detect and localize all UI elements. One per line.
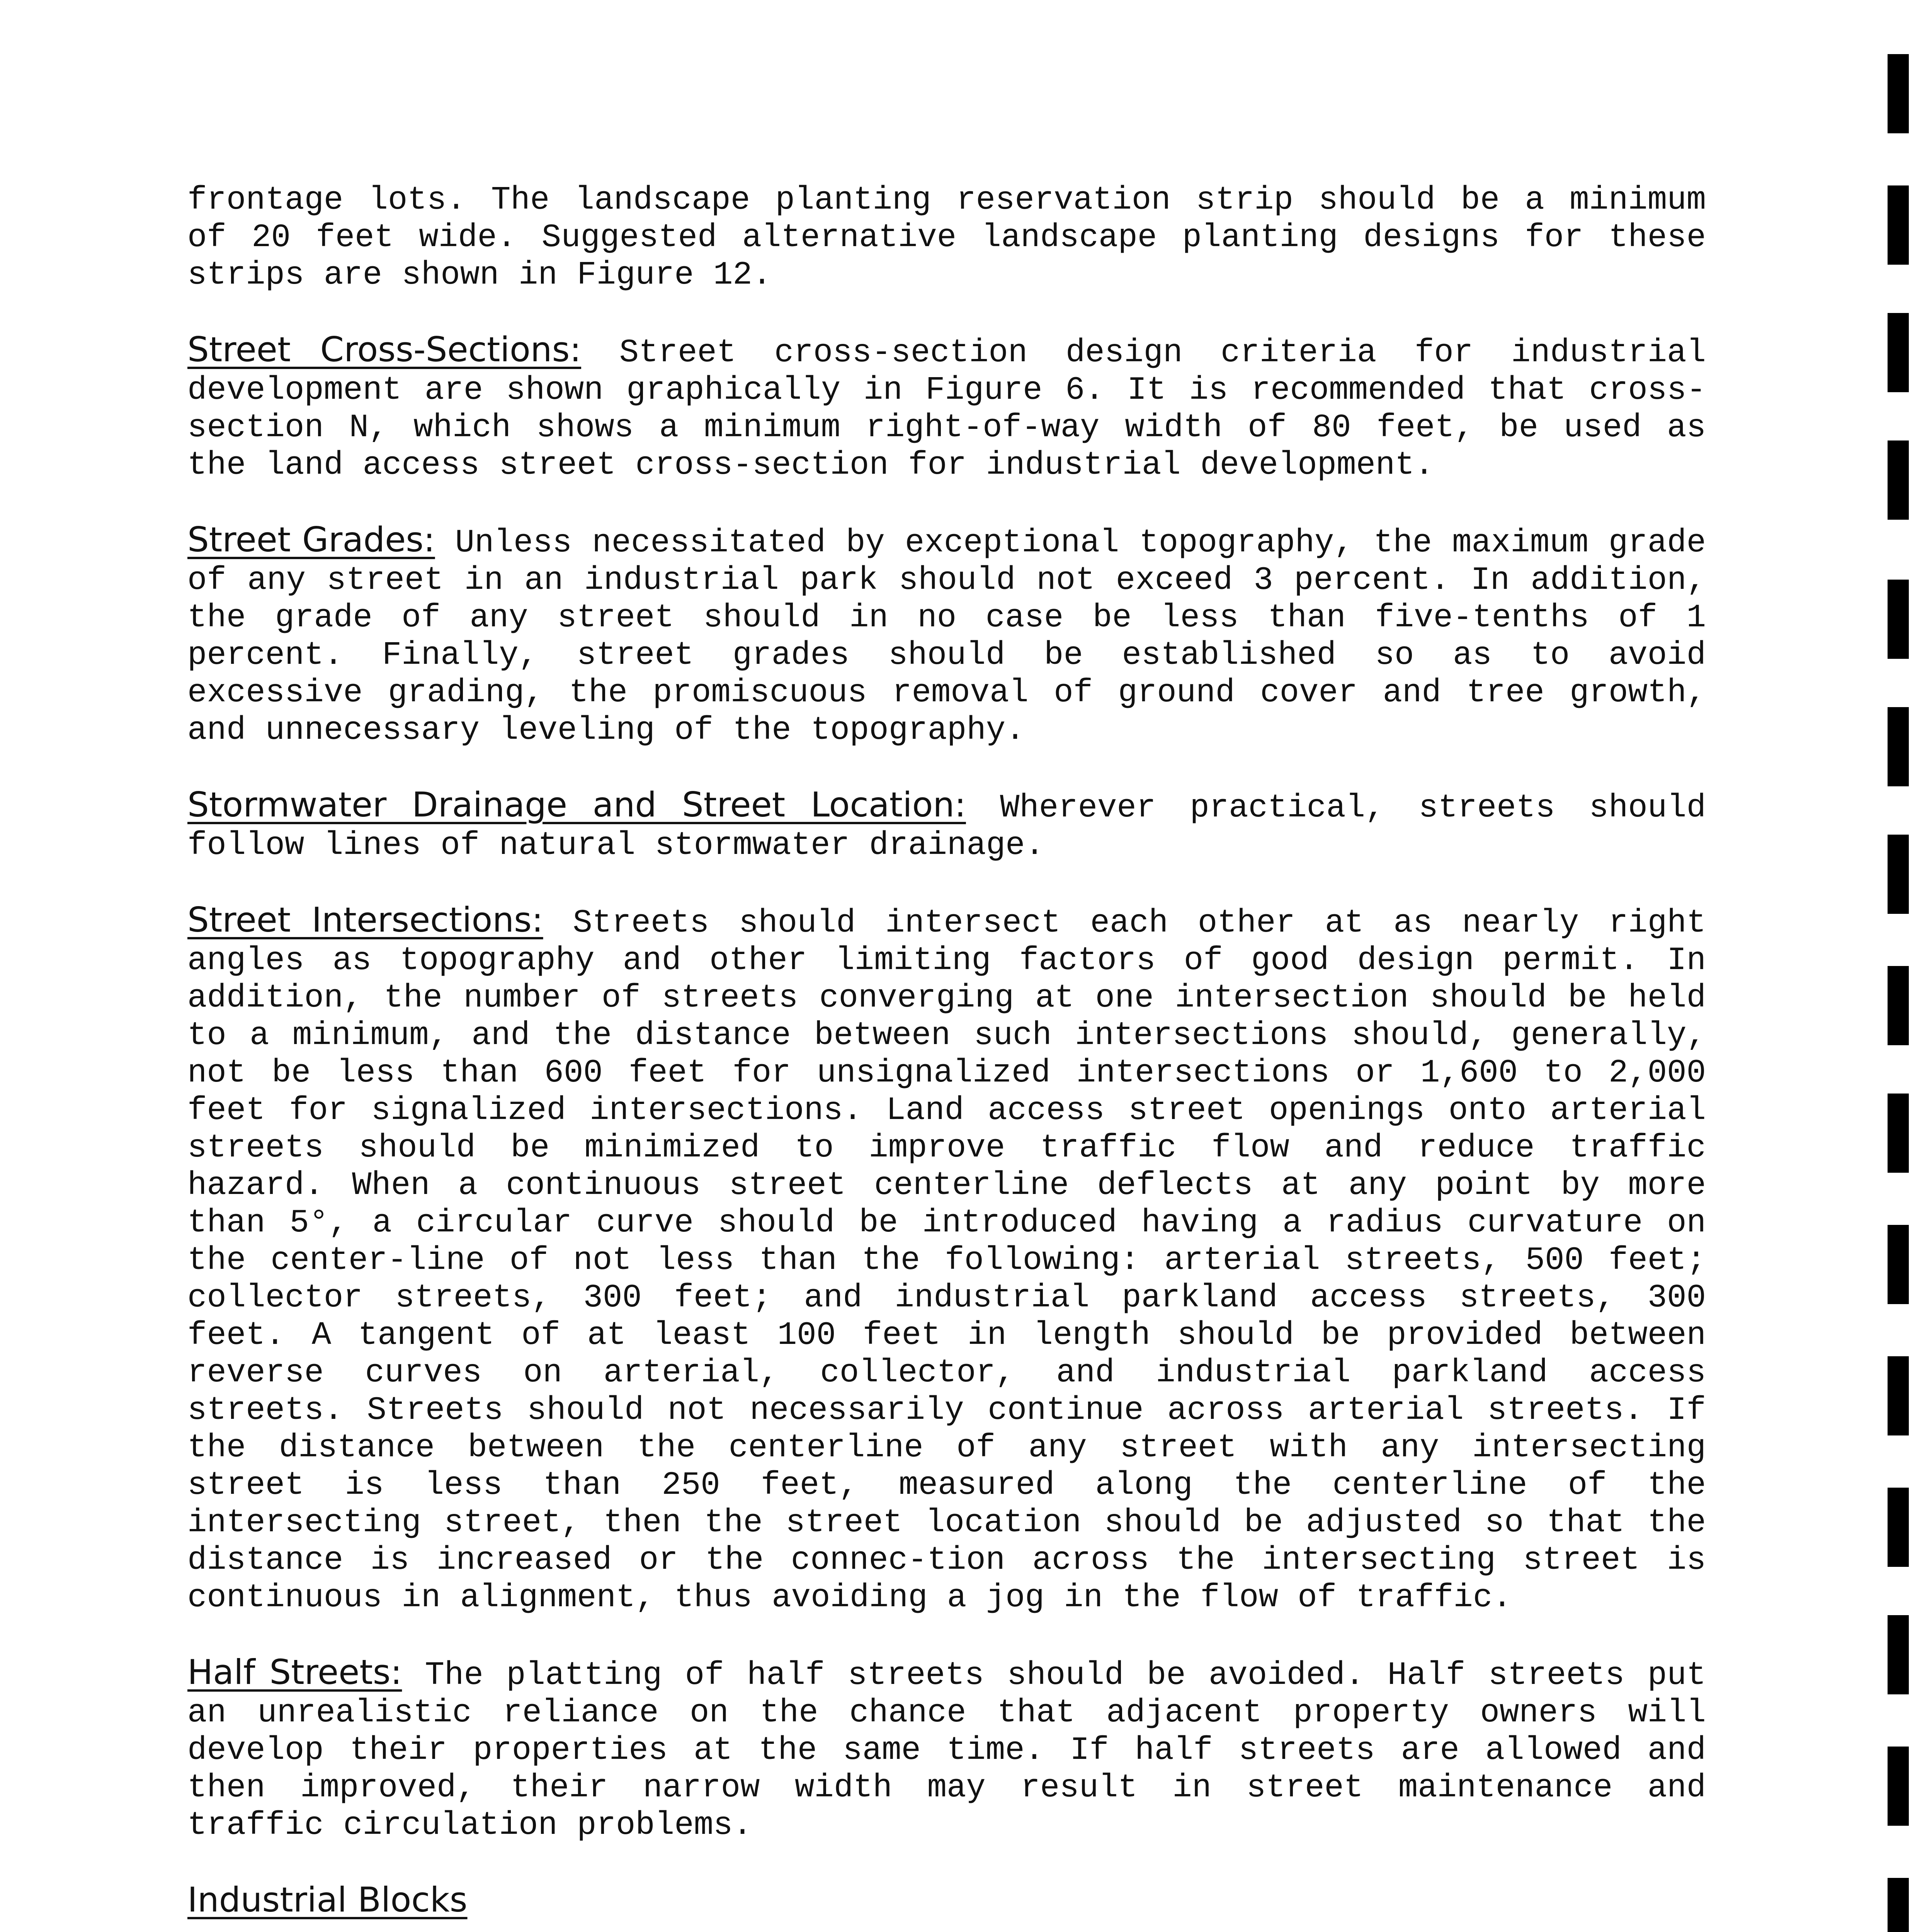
binding-mark [1888, 835, 1909, 914]
binding-mark [1888, 1878, 1909, 1932]
paragraph-street-intersections [187, 901, 1706, 1617]
binding-mark [1888, 440, 1909, 520]
binding-mark [1888, 313, 1909, 392]
heading-half-streets: Half Streets: [187, 1652, 402, 1692]
paragraph-text: Street cross-section design criteria for industrial development are shown graphically in Figure 6. It is recommended that cross-section N, which shows a minimum right-of-way width of 80 feet, be used as the land access street cross-section for industrial development. [187, 335, 1706, 484]
paragraph-text: frontage lots. The landscape planting reservation strip should be a minimum of 20 feet wide. Suggested alternative landscape planting designs for these strips are shown in Figure 12. [187, 182, 1706, 294]
binding-mark [1888, 1225, 1909, 1304]
binding-mark [1888, 185, 1909, 265]
heading-street-intersections: Street Intersections: [187, 900, 543, 940]
section-heading-industrial-blocks: Industrial Blocks [187, 1880, 468, 1920]
paragraph-text: Unless necessitated by exceptional topography, the maximum grade of any street in an industrial park should not exceed 3 percent. In addition, the grade of any street should in no case be less than five-tenths of 1 percent. Finally, street grades should be established so as to avoid excessive grading, the promiscuous removal of ground cover and tree growth, and unnecessary leveling of the topography. [187, 525, 1706, 749]
paragraph-stormwater-drainage [187, 786, 1706, 864]
heading-street-cross-sections: Street Cross-Sections: [187, 330, 582, 369]
binding-mark [1888, 54, 1909, 133]
paragraph-text: Wherever practical, streets should follow lines of natural stormwater drainage. [187, 790, 1706, 864]
heading-stormwater-drainage: Stormwater Drainage and Street Location: [187, 785, 966, 825]
binding-mark [1888, 1094, 1909, 1173]
binding-mark [1888, 707, 1909, 786]
paragraph-text: Streets should intersect each other at as nearly right angles as topography and other limiting factors of good design permit. In addition, the number of streets converging at one intersection should be held to a minimum, and the distance between such intersections should, generally, not be less than 600 feet for unsignalized intersections or 1,600 to 2,000 feet for signalized intersections. Land access street openings onto arterial streets should be minimized to improve traffic flow and reduce traffic hazard. When a continuous street centerline deflects at any point by more than 5°, a circular curve should be introduced having a radius curvature on the center-line of not less than the following: arterial streets, 500 feet; collector streets, 300 feet; and industrial parkland access streets, 300 feet. A tangent of at least 100 feet in length should be provided between reverse curves on arterial, collector, and industrial parkland access streets. Streets should not necessarily continue across arterial streets. If the distance between the centerline of any street with any intersecting street is less than 250 feet, measured along the centerline of the intersecting street, then the street location should be adjusted so that the distance is increased or the connec-tion across the intersecting street is continuous in alignment, thus avoiding a jog in the flow of traffic. [187, 905, 1706, 1616]
binding-mark [1888, 1747, 1909, 1826]
page-body [187, 182, 1706, 1932]
binding-mark [1888, 580, 1909, 659]
paragraph-landscape-strip [187, 182, 1706, 294]
binding-mark [1888, 966, 1909, 1045]
paragraph-half-streets [187, 1653, 1706, 1844]
binding-mark [1888, 1488, 1909, 1567]
heading-street-grades: Street Grades: [187, 520, 435, 560]
paragraph-street-grades [187, 521, 1706, 749]
paragraph-street-cross-sections [187, 331, 1706, 484]
binding-mark [1888, 1615, 1909, 1694]
paragraph-text: The platting of half streets should be avoided. Half streets put an unrealistic reliance on the chance that adjacent property owners will develop their properties at the same time. If half streets are allowed and then improved, their narrow width may result in street maintenance and traffic circulation problems. [187, 1657, 1706, 1844]
binding-mark [1888, 1356, 1909, 1435]
